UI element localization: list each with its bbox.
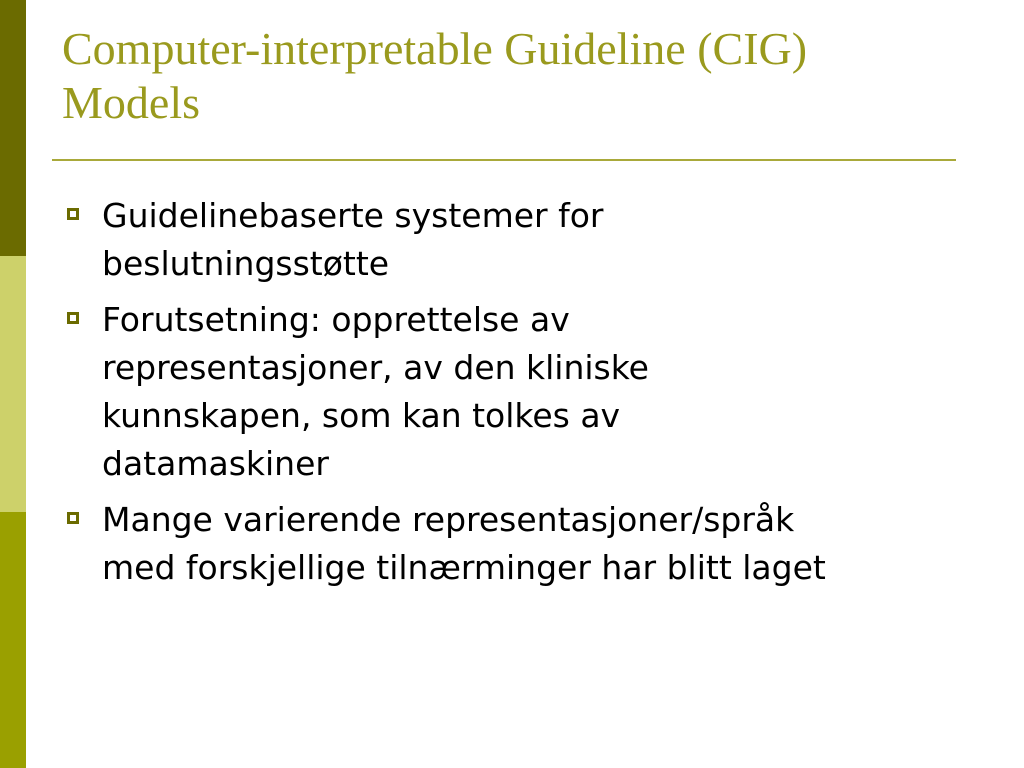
sidebar-segment-bottom	[0, 512, 26, 768]
title-divider	[52, 159, 956, 161]
bullet-1-line-1: Guidelinebaserte systemer for	[102, 196, 604, 235]
bullet-2-line-3: kunnskapen, som kan tolkes av	[102, 396, 621, 435]
sidebar-segment-top	[0, 0, 26, 256]
slide-title-line-1: Computer-interpretable Guideline (CIG)	[62, 23, 808, 74]
sidebar-decoration	[0, 0, 26, 768]
bullet-2-line-4: datamaskiner	[102, 444, 329, 483]
sidebar-segment-middle	[0, 256, 26, 512]
hollow-square-bullet-icon	[67, 512, 79, 524]
bullet-3-line-2: med forskjellige tilnærminger har blitt laget	[102, 548, 826, 587]
slide-title	[62, 22, 972, 130]
bullet-item-3	[64, 496, 1004, 592]
slide-title-line-2: Models	[62, 77, 200, 128]
bullet-2-line-2: representasjoner, av den kliniske	[102, 348, 649, 387]
bullet-1-line-2: beslutningsstøtte	[102, 244, 390, 283]
hollow-square-bullet-icon	[67, 312, 79, 324]
bullet-2-line-1: Forutsetning: opprettelse av	[102, 300, 570, 339]
bullet-item-2	[64, 296, 1004, 488]
hollow-square-bullet-icon	[67, 208, 79, 220]
bullet-3-line-1: Mange varierende representasjoner/språk	[102, 500, 795, 539]
bullet-list	[64, 192, 1004, 600]
bullet-item-1	[64, 192, 1004, 288]
